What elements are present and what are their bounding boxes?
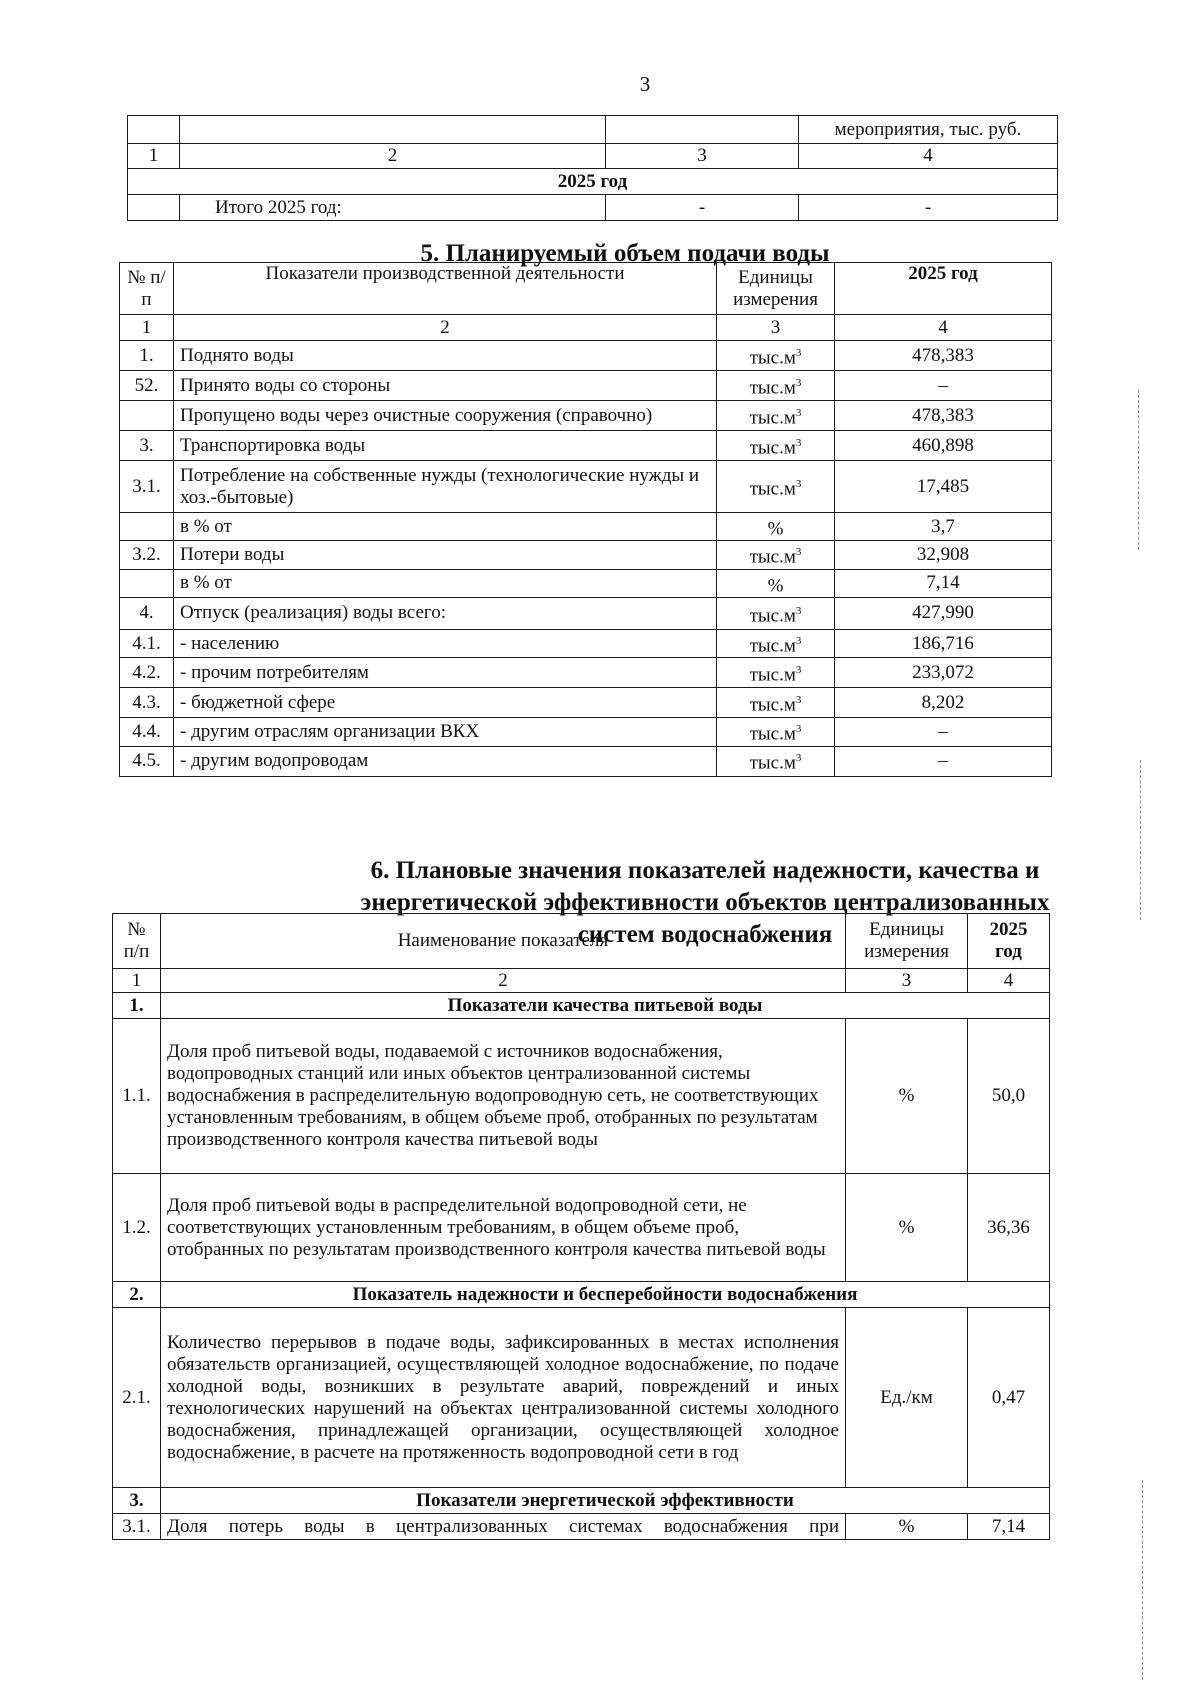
row-unit bbox=[717, 718, 835, 746]
section5-title: 5. Планируемый объем подачи воды bbox=[420, 240, 830, 267]
row-number: 3.2. bbox=[120, 541, 174, 569]
row-unit bbox=[717, 746, 835, 776]
unit-superscript: 3 bbox=[795, 477, 802, 490]
indicator-text: Доля потерь воды в централизованных системах водоснабжения при bbox=[161, 1514, 846, 1540]
col-header-year: 2025 год bbox=[968, 914, 1050, 969]
unit-text: тыс.м bbox=[749, 377, 796, 399]
unit-text: тыс.м bbox=[749, 478, 796, 500]
indicator-text: Доля проб питьевой воды, подаваемой с источников водоснабжения, водопроводных станций или иных объектов централизованной системы водоснабжения в распределительную водопроводную сеть, не соответствующих установленным требованиям, в общем объеме проб, отобранных по результатам производственного контроля качества питьевой воды bbox=[161, 1019, 846, 1174]
table-row: 2.1. Количество перерывов в подаче воды, зафиксированных в местах исполнения обязательств организацией, осуществляющей холодное водоснабжение, по подаче холодной воды, возникших в результате аварий, повреждений и иных технологических нарушений на объектах централизованной системы холодного водоснабжения, принадлежащей организации, осуществляющей холодное водоснабжение, в расчете на протяженность водопроводной сети в год Ед./км 0,47 bbox=[113, 1308, 1050, 1488]
row-indicator: Потребление на собственные нужды (технологические нужды и хоз.-бытовые) bbox=[174, 461, 717, 513]
row-number: 4.3. bbox=[120, 688, 174, 718]
col-header-unit: Единицы измерения bbox=[717, 263, 835, 315]
row-indicator: Транспортировка воды bbox=[174, 431, 717, 461]
table-row bbox=[120, 688, 1052, 718]
table-row bbox=[120, 629, 1052, 657]
unit-text: тыс.м bbox=[749, 347, 796, 369]
scan-artifact bbox=[1142, 1480, 1143, 1680]
row-value: 460,898 bbox=[835, 431, 1052, 461]
row-unit bbox=[717, 658, 835, 688]
row-number: 4.1. bbox=[120, 629, 174, 657]
table-header-row bbox=[120, 263, 1052, 315]
indicators-table bbox=[112, 913, 1050, 1540]
row-value: – bbox=[835, 718, 1052, 746]
row-unit bbox=[717, 569, 835, 597]
table-row bbox=[120, 597, 1052, 629]
table-row: 1 2 3 4 bbox=[120, 315, 1052, 341]
row-unit bbox=[717, 688, 835, 718]
col-header-name: Наименование показателя bbox=[161, 914, 846, 969]
table-row bbox=[120, 431, 1052, 461]
row-number: 4.4. bbox=[120, 718, 174, 746]
unit-superscript: 3 bbox=[795, 752, 802, 765]
unit-text: тыс.м bbox=[749, 723, 796, 745]
table-row bbox=[128, 169, 1058, 195]
water-supply-table bbox=[119, 262, 1052, 777]
row-number bbox=[120, 401, 174, 431]
unit-text: тыс.м bbox=[749, 407, 796, 429]
row-number: 3.1. bbox=[120, 461, 174, 513]
row-value: 478,383 bbox=[835, 401, 1052, 431]
group-title: Показатель надежности и бесперебойности водоснабжения bbox=[161, 1282, 1050, 1308]
row-indicator: Поднято воды bbox=[174, 341, 717, 371]
row-value: 427,990 bbox=[835, 597, 1052, 629]
row-value: – bbox=[835, 371, 1052, 401]
unit-text: тыс.м bbox=[749, 605, 796, 627]
unit-superscript: 3 bbox=[795, 634, 802, 647]
total-label: Итого 2025 год: bbox=[180, 195, 606, 221]
row-indicator: - прочим потребителям bbox=[174, 658, 717, 688]
row-indicator: Пропущено воды через очистные сооружения (справочно) bbox=[174, 401, 717, 431]
group-row: 2. Показатель надежности и бесперебойности водоснабжения bbox=[113, 1282, 1050, 1308]
table-row: 3.1. Доля потерь воды в централизованных системах водоснабжения при % 7,14 bbox=[113, 1514, 1050, 1540]
table-row bbox=[120, 658, 1052, 688]
row-unit bbox=[717, 401, 835, 431]
col-header-indicator: Показатели производственной деятельности bbox=[174, 263, 717, 315]
row-unit bbox=[717, 597, 835, 629]
row-number: 52. bbox=[120, 371, 174, 401]
table-row bbox=[128, 116, 1058, 144]
unit-superscript: 3 bbox=[795, 436, 802, 449]
row-number: 4. bbox=[120, 597, 174, 629]
unit-text: % bbox=[767, 518, 784, 540]
row-unit bbox=[717, 513, 835, 541]
table-row bbox=[120, 718, 1052, 746]
unit-superscript: 3 bbox=[795, 346, 802, 359]
row-indicator: в % от bbox=[174, 569, 717, 597]
unit-text: % bbox=[767, 574, 784, 596]
row-value: 478,383 bbox=[835, 341, 1052, 371]
year-row: 2025 год bbox=[128, 169, 1058, 195]
unit-text: тыс.м bbox=[749, 437, 796, 459]
row-number: 4.2. bbox=[120, 658, 174, 688]
unit-text: тыс.м bbox=[749, 664, 796, 686]
row-indicator: в % от bbox=[174, 513, 717, 541]
unit-text: тыс.м bbox=[749, 635, 796, 657]
table-row bbox=[120, 746, 1052, 776]
table-row: Итого 2025 год: - - bbox=[128, 195, 1058, 221]
row-unit bbox=[717, 341, 835, 371]
row-value: 186,716 bbox=[835, 629, 1052, 657]
group-row: 3. Показатели энергетической эффективности bbox=[113, 1488, 1050, 1514]
row-indicator: Принято воды со стороны bbox=[174, 371, 717, 401]
row-value: 17,485 bbox=[835, 461, 1052, 513]
table-header-row bbox=[113, 914, 1050, 969]
unit-superscript: 3 bbox=[795, 723, 802, 736]
scan-artifact bbox=[1138, 390, 1139, 550]
col-header-year: 2025 год bbox=[835, 263, 1052, 315]
table-row: 1.2. Доля проб питьевой воды в распределительной водопроводной сети, не соответствующих установленным требованиям, в общем объеме проб, отобранных по результатам производственного контроля качества питьевой воды % 36,36 bbox=[113, 1174, 1050, 1282]
unit-superscript: 3 bbox=[795, 376, 802, 389]
unit-text: тыс.м bbox=[749, 752, 796, 774]
row-indicator: - населению bbox=[174, 629, 717, 657]
row-indicator: Потери воды bbox=[174, 541, 717, 569]
row-number: 3. bbox=[120, 431, 174, 461]
row-value: 3,7 bbox=[835, 513, 1052, 541]
group-title: Показатели качества питьевой воды bbox=[161, 993, 1050, 1019]
scan-artifact bbox=[1140, 760, 1141, 920]
row-indicator: Отпуск (реализация) воды всего: bbox=[174, 597, 717, 629]
col-header-num: № п/п bbox=[113, 914, 161, 969]
table-row bbox=[120, 341, 1052, 371]
group-row: 1. Показатели качества питьевой воды bbox=[113, 993, 1050, 1019]
row-indicator: - другим отраслям организации ВКХ bbox=[174, 718, 717, 746]
row-unit bbox=[717, 629, 835, 657]
row-value: 7,14 bbox=[835, 569, 1052, 597]
table-row bbox=[120, 541, 1052, 569]
unit-text: тыс.м bbox=[749, 694, 796, 716]
group-title: Показатели энергетической эффективности bbox=[161, 1488, 1050, 1514]
table-row bbox=[120, 371, 1052, 401]
row-value: 8,202 bbox=[835, 688, 1052, 718]
row-unit bbox=[717, 461, 835, 513]
row-number: 1. bbox=[120, 341, 174, 371]
row-number bbox=[120, 513, 174, 541]
top-table bbox=[127, 115, 1058, 221]
row-value: 233,072 bbox=[835, 658, 1052, 688]
row-unit bbox=[717, 371, 835, 401]
table-row bbox=[120, 461, 1052, 513]
row-number bbox=[120, 569, 174, 597]
indicator-text: Доля проб питьевой воды в распределительной водопроводной сети, не соответствующих установленным требованиям, в общем объеме проб, отобранных по результатам производственного контроля качества питьевой воды bbox=[161, 1174, 846, 1282]
col-header-unit: Единицы измерения bbox=[846, 914, 968, 969]
table-row bbox=[120, 569, 1052, 597]
row-unit bbox=[717, 431, 835, 461]
table-row: 1 2 3 4 bbox=[128, 144, 1058, 169]
table-row bbox=[120, 401, 1052, 431]
table-row: 1.1. Доля проб питьевой воды, подаваемой с источников водоснабжения, водопроводных станций или иных объектов централизованной системы водоснабжения в распределительную водопроводную сеть, не соответствующих установленным требованиям, в общем объеме проб, отобранных по результатам производственного контроля качества питьевой воды % 50,0 bbox=[113, 1019, 1050, 1174]
page-number: 3 bbox=[639, 72, 651, 96]
unit-superscript: 3 bbox=[795, 604, 802, 617]
indicator-text: Количество перерывов в подаче воды, зафиксированных в местах исполнения обязательств организацией, осуществляющей холодное водоснабжение, по подаче холодной воды, возникших в результате аварий, повреждений и иных технологических нарушений на объектах централизованной системы холодного водоснабжения, принадлежащей организации, осуществляющей холодное водоснабжение, в расчете на протяженность водопроводной сети в год bbox=[161, 1308, 846, 1488]
unit-superscript: 3 bbox=[795, 664, 802, 677]
row-value: – bbox=[835, 746, 1052, 776]
top-table-header-col4: мероприятия, тыс. руб. bbox=[799, 116, 1058, 144]
table-row bbox=[120, 513, 1052, 541]
table-row: 1 2 3 4 bbox=[113, 969, 1050, 993]
row-unit bbox=[717, 541, 835, 569]
row-value: 32,908 bbox=[835, 541, 1052, 569]
unit-text: тыс.м bbox=[749, 546, 796, 568]
section6-title: 6. Плановые значения показателей надежности, качества и энергетической эффективности объектов централизованных систем водоснабжения bbox=[360, 857, 1050, 948]
unit-superscript: 3 bbox=[795, 694, 802, 707]
unit-superscript: 3 bbox=[795, 546, 802, 559]
col-header-num: № п/п bbox=[120, 263, 174, 315]
row-indicator: - бюджетной сфере bbox=[174, 688, 717, 718]
row-indicator: - другим водопроводам bbox=[174, 746, 717, 776]
row-number: 4.5. bbox=[120, 746, 174, 776]
unit-superscript: 3 bbox=[795, 406, 802, 419]
